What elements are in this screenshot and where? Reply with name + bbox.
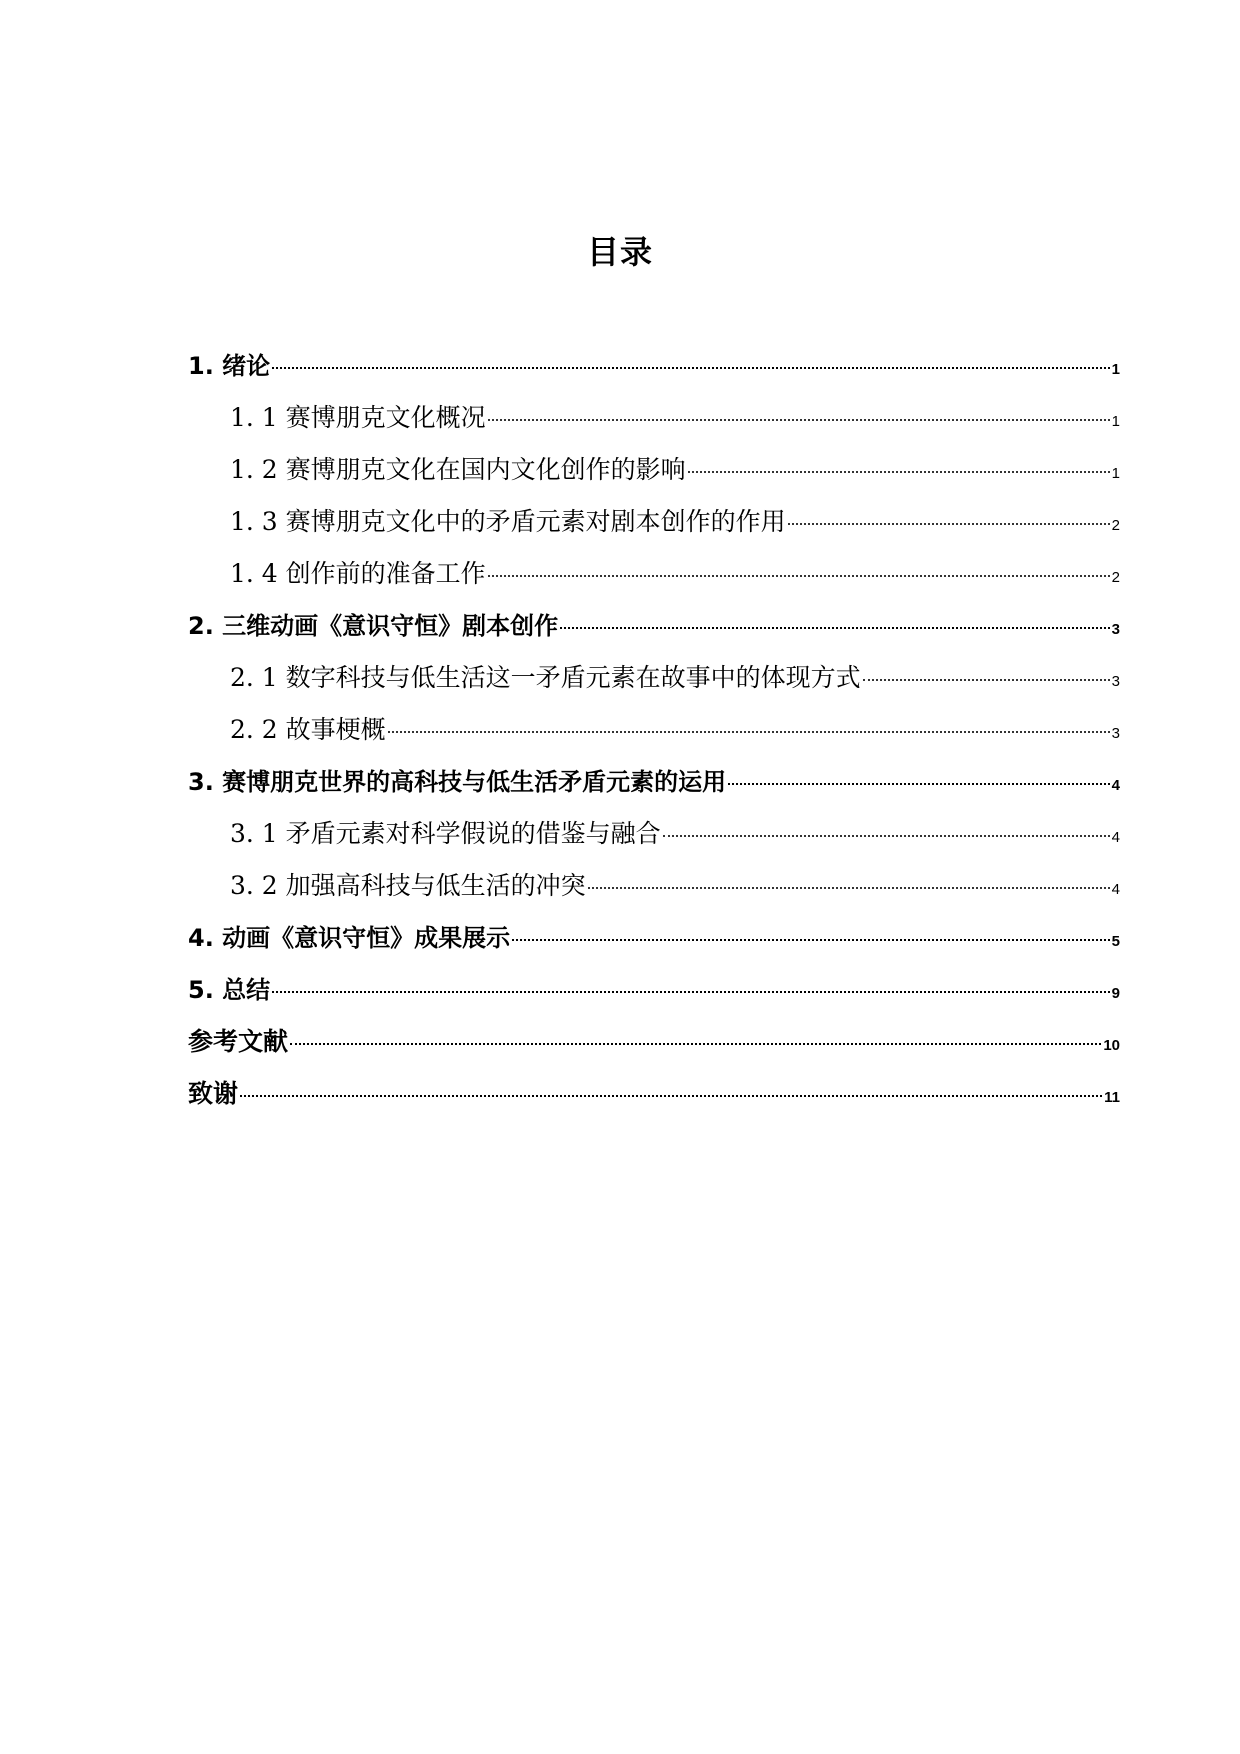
toc-entry-references[interactable]: [188, 1016, 1120, 1068]
toc-entry-1-4[interactable]: [188, 548, 1120, 600]
toc-leader-dots: [512, 939, 1109, 941]
toc-entry-label: 1. 4 创作前的准备工作: [230, 559, 486, 588]
toc-entry-page: 3: [1111, 621, 1120, 638]
toc-entry-1-3[interactable]: [188, 496, 1120, 548]
toc-entry-acknowledgements[interactable]: [188, 1068, 1120, 1120]
toc-entry-page: 3: [1111, 673, 1120, 690]
toc-entry-label: 5. 总结: [188, 976, 271, 1004]
toc-entry-label: 2. 1 数字科技与低生活这一矛盾元素在故事中的体现方式: [230, 663, 861, 692]
toc-leader-dots: [488, 575, 1110, 577]
toc-leader-dots: [588, 887, 1110, 889]
toc-entry-page: 4: [1111, 829, 1120, 846]
toc-entry-label: 2. 2 故事梗概: [230, 715, 386, 744]
toc-leader-dots: [272, 367, 1109, 369]
table-of-contents: [188, 340, 1120, 1120]
toc-title: 目录: [586, 233, 653, 271]
toc-entry-2-1[interactable]: [188, 652, 1120, 704]
toc-entry-3[interactable]: [188, 756, 1120, 808]
toc-leader-dots: [388, 731, 1110, 733]
toc-entry-page: 2: [1111, 517, 1120, 534]
toc-entry-label: 1. 2 赛博朋克文化在国内文化创作的影响: [230, 455, 686, 484]
toc-leader-dots: [863, 679, 1110, 681]
toc-leader-dots: [728, 783, 1109, 785]
toc-entry-page: 1: [1111, 361, 1120, 378]
toc-entry-page: 2: [1111, 569, 1120, 586]
toc-entry-page: 4: [1111, 777, 1120, 794]
toc-entry-1-1[interactable]: [188, 392, 1120, 444]
toc-entry-3-2[interactable]: [188, 860, 1120, 912]
toc-leader-dots: [788, 523, 1110, 525]
toc-entry-3-1[interactable]: [188, 808, 1120, 860]
toc-leader-dots: [488, 419, 1110, 421]
toc-entry-label: 参考文献: [188, 1027, 289, 1056]
toc-entry-page: 3: [1111, 725, 1120, 742]
toc-leader-dots: [560, 627, 1109, 629]
toc-leader-dots: [663, 835, 1110, 837]
toc-entry-label: 4. 动画《意识守恒》成果展示: [188, 924, 511, 952]
toc-entry-label: 3. 赛博朋克世界的高科技与低生活矛盾元素的运用: [188, 768, 727, 796]
toc-entry-page: 10: [1103, 1037, 1120, 1054]
toc-leader-dots: [240, 1095, 1102, 1097]
toc-entry-page: 5: [1111, 933, 1120, 950]
toc-entry-2[interactable]: [188, 600, 1120, 652]
toc-entry-4[interactable]: [188, 912, 1120, 964]
toc-entry-page: 1: [1111, 413, 1120, 430]
toc-entry-page: 4: [1111, 881, 1120, 898]
toc-entry-label: 3. 2 加强高科技与低生活的冲突: [230, 871, 586, 900]
toc-entry-label: 致谢: [188, 1079, 239, 1108]
toc-entry-page: 9: [1111, 985, 1120, 1002]
toc-entry-1-2[interactable]: [188, 444, 1120, 496]
toc-entry-2-2[interactable]: [188, 704, 1120, 756]
toc-entry-5[interactable]: [188, 964, 1120, 1016]
toc-entry-page: 1: [1111, 465, 1120, 482]
toc-leader-dots: [272, 991, 1109, 993]
toc-leader-dots: [290, 1043, 1101, 1045]
toc-entry-label: 2. 三维动画《意识守恒》剧本创作: [188, 612, 559, 640]
toc-entry-page: 11: [1104, 1089, 1120, 1106]
toc-entry-label: 1. 绪论: [188, 352, 271, 380]
toc-entry-label: 3. 1 矛盾元素对科学假说的借鉴与融合: [230, 819, 661, 848]
toc-entry-label: 1. 3 赛博朋克文化中的矛盾元素对剧本创作的作用: [230, 507, 786, 536]
toc-entry-1[interactable]: [188, 340, 1120, 392]
toc-entry-label: 1. 1 赛博朋克文化概况: [230, 403, 486, 432]
toc-leader-dots: [688, 471, 1110, 473]
